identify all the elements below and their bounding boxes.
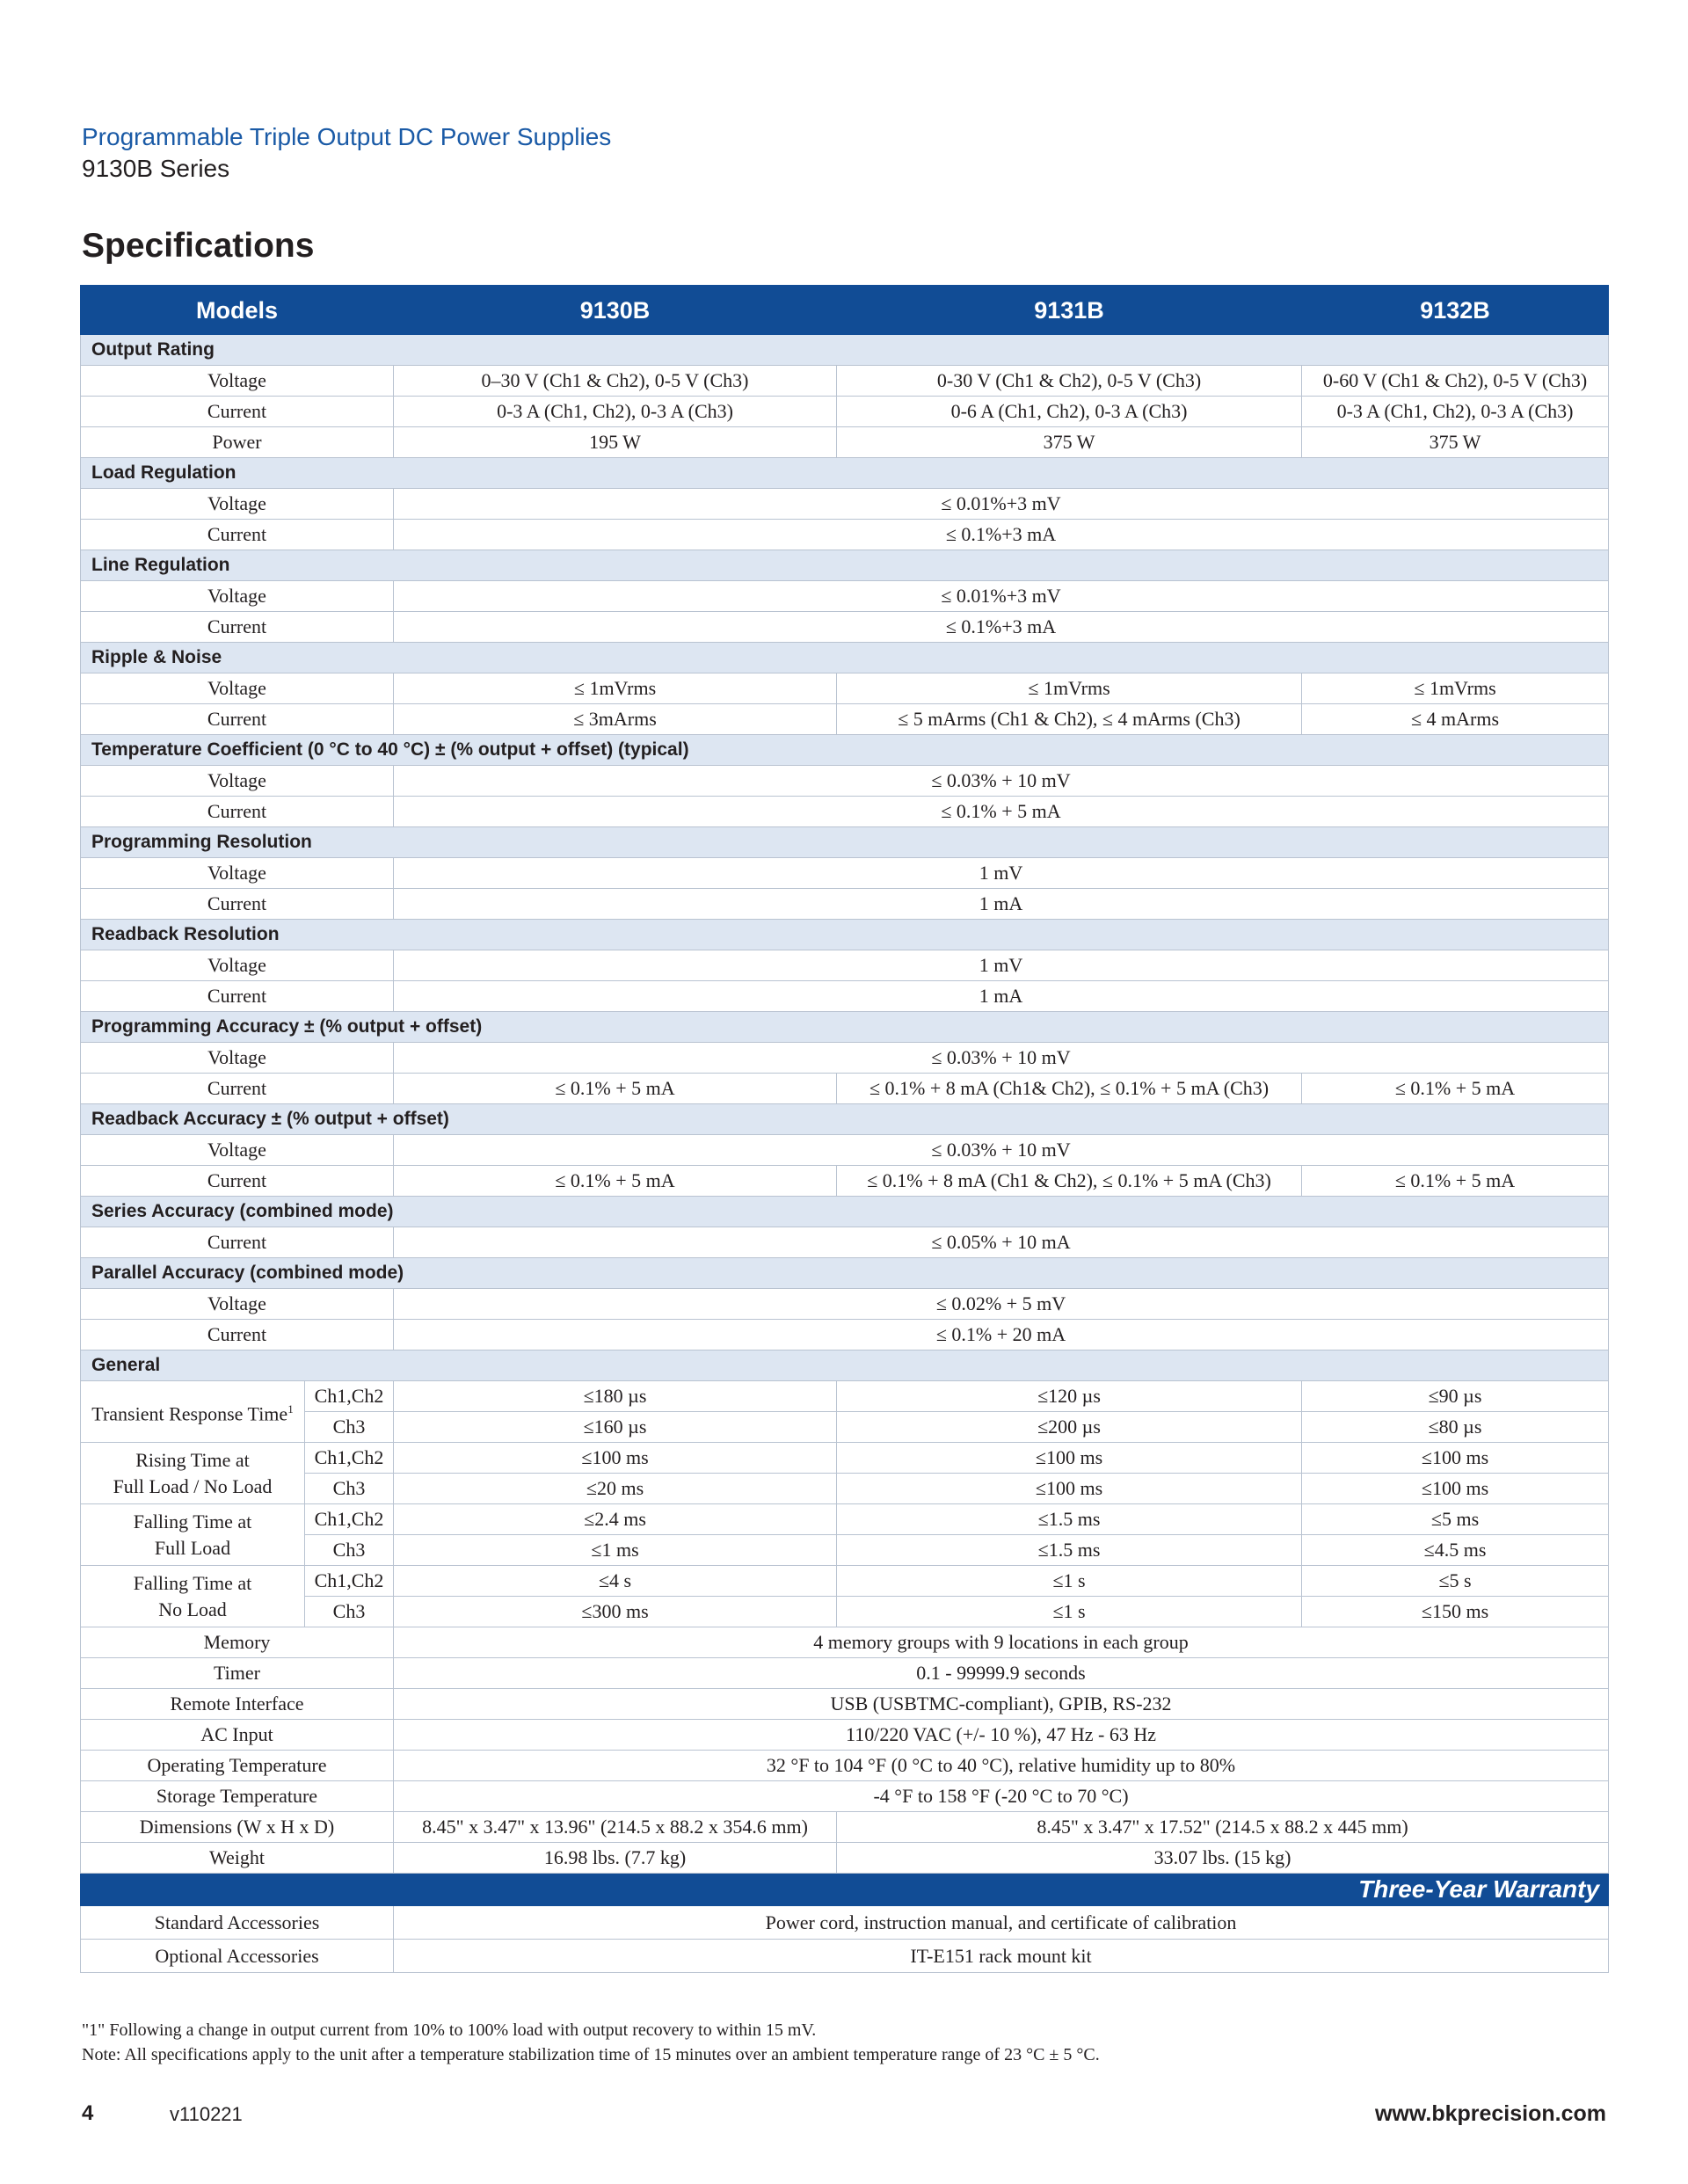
channel-label: Ch1,Ch2	[305, 1381, 394, 1412]
table-row	[81, 489, 1609, 520]
table-row	[81, 673, 1609, 704]
cell: 32 °F to 104 °F (0 °C to 40 °C), relative humidity up to 80%	[394, 1751, 1609, 1781]
row-label: Weight	[81, 1843, 394, 1874]
row-label: Current	[81, 981, 394, 1012]
series-name: 9130B Series	[82, 155, 230, 182]
table-row	[81, 397, 1609, 427]
cell: 0-30 V (Ch1 & Ch2), 0-5 V (Ch3)	[837, 366, 1302, 397]
row-label: Voltage	[81, 950, 394, 981]
section-title-ripple-noise: Ripple & Noise	[81, 643, 1609, 673]
cell: ≤100 ms	[1302, 1443, 1609, 1474]
section-row	[81, 1197, 1609, 1227]
table-row	[81, 858, 1609, 889]
row-label-falling-full	[81, 1504, 305, 1566]
table-row	[81, 950, 1609, 981]
row-label-falling-no-load	[81, 1566, 305, 1627]
table-row	[81, 981, 1609, 1012]
cell: ≤ 1mVrms	[837, 673, 1302, 704]
section-title-programming-accuracy: Programming Accuracy ± (% output + offset)	[81, 1012, 1609, 1043]
cell: ≤20 ms	[394, 1474, 837, 1504]
section-row	[81, 1012, 1609, 1043]
table-row	[81, 1535, 1609, 1566]
section-title-output-rating: Output Rating	[81, 335, 1609, 366]
cell: 375 W	[1302, 427, 1609, 458]
cell: ≤1 ms	[394, 1535, 837, 1566]
row-label: Current	[81, 520, 394, 550]
footnote-ref: 1	[287, 1401, 294, 1416]
row-label: Voltage	[81, 766, 394, 797]
section-row	[81, 1350, 1609, 1381]
table-row	[81, 427, 1609, 458]
falling-no-label-line1: Falling Time at	[133, 1571, 252, 1594]
transient-label-text: Transient Response Time	[91, 1402, 288, 1425]
table-row	[81, 1906, 1609, 1940]
table-row	[81, 766, 1609, 797]
table-row	[81, 1074, 1609, 1104]
cell: ≤ 4 mArms	[1302, 704, 1609, 735]
cell: ≤100 ms	[837, 1474, 1302, 1504]
table-row	[81, 612, 1609, 643]
table-row	[81, 1412, 1609, 1443]
cell: ≤4 s	[394, 1566, 837, 1597]
cell: 33.07 lbs. (15 kg)	[837, 1843, 1609, 1874]
cell: ≤90 µs	[1302, 1381, 1609, 1412]
cell: ≤ 0.05% + 10 mA	[394, 1227, 1609, 1258]
table-row	[81, 1443, 1609, 1474]
cell: ≤300 ms	[394, 1597, 837, 1627]
channel-label: Ch1,Ch2	[305, 1443, 394, 1474]
row-label: Dimensions (W x H x D)	[81, 1812, 394, 1843]
section-title-readback-accuracy: Readback Accuracy ± (% output + offset)	[81, 1104, 1609, 1135]
falling-full-label-line1: Falling Time at	[133, 1510, 252, 1532]
table-row	[81, 1566, 1609, 1597]
table-row	[81, 366, 1609, 397]
row-label: Voltage	[81, 1043, 394, 1074]
cell: 195 W	[394, 427, 837, 458]
section-row	[81, 1258, 1609, 1289]
table-row	[81, 1597, 1609, 1627]
row-label: Voltage	[81, 1135, 394, 1166]
channel-label: Ch3	[305, 1597, 394, 1627]
section-row	[81, 920, 1609, 950]
section-title-parallel-accuracy: Parallel Accuracy (combined mode)	[81, 1258, 1609, 1289]
section-row	[81, 735, 1609, 766]
warranty-banner: Three-Year Warranty	[81, 1874, 1609, 1906]
section-title-readback-resolution: Readback Resolution	[81, 920, 1609, 950]
cell: ≤ 3mArms	[394, 704, 837, 735]
table-row	[81, 1689, 1609, 1720]
cell: ≤1.5 ms	[837, 1504, 1302, 1535]
cell: ≤ 0.01%+3 mV	[394, 581, 1609, 612]
table-row	[81, 1043, 1609, 1074]
row-label: Voltage	[81, 673, 394, 704]
cell: ≤200 µs	[837, 1412, 1302, 1443]
cell: ≤1 s	[837, 1566, 1302, 1597]
row-label: Current	[81, 1227, 394, 1258]
cell: ≤100 ms	[1302, 1474, 1609, 1504]
cell: ≤5 ms	[1302, 1504, 1609, 1535]
table-row	[81, 1940, 1609, 1973]
cell: ≤ 0.1% + 8 mA (Ch1& Ch2), ≤ 0.1% + 5 mA (Ch3)	[837, 1074, 1302, 1104]
row-label: Current	[81, 397, 394, 427]
row-label: Optional Accessories	[81, 1940, 394, 1973]
cell: ≤150 ms	[1302, 1597, 1609, 1627]
cell: ≤ 0.1% + 5 mA	[394, 1074, 837, 1104]
header-9130b: 9130B	[394, 286, 837, 335]
table-header-row	[81, 286, 1609, 335]
row-label: Current	[81, 1166, 394, 1197]
section-row	[81, 1104, 1609, 1135]
section-title-general: General	[81, 1350, 1609, 1381]
row-label: Remote Interface	[81, 1689, 394, 1720]
cell: ≤ 1mVrms	[394, 673, 837, 704]
cell: ≤1 s	[837, 1597, 1302, 1627]
cell: 0.1 - 99999.9 seconds	[394, 1658, 1609, 1689]
cell: 110/220 VAC (+/- 10 %), 47 Hz - 63 Hz	[394, 1720, 1609, 1751]
table-row	[81, 581, 1609, 612]
cell: ≤ 0.1% + 20 mA	[394, 1320, 1609, 1350]
table-row	[81, 797, 1609, 827]
cell: Power cord, instruction manual, and certificate of calibration	[394, 1906, 1609, 1940]
cell: 16.98 lbs. (7.7 kg)	[394, 1843, 837, 1874]
table-row	[81, 1474, 1609, 1504]
section-row	[81, 550, 1609, 581]
cell: ≤ 0.1% + 5 mA	[1302, 1074, 1609, 1104]
cell: ≤ 0.1%+3 mA	[394, 520, 1609, 550]
channel-label: Ch3	[305, 1412, 394, 1443]
row-label: Current	[81, 612, 394, 643]
table-row	[81, 1720, 1609, 1751]
row-label: Current	[81, 889, 394, 920]
channel-label: Ch3	[305, 1474, 394, 1504]
table-row	[81, 1504, 1609, 1535]
section-title-load-regulation: Load Regulation	[81, 458, 1609, 489]
cell: 0–30 V (Ch1 & Ch2), 0-5 V (Ch3)	[394, 366, 837, 397]
cell: ≤100 ms	[837, 1443, 1302, 1474]
cell: 375 W	[837, 427, 1302, 458]
table-row	[81, 520, 1609, 550]
table-row	[81, 1289, 1609, 1320]
cell: ≤1.5 ms	[837, 1535, 1302, 1566]
section-row	[81, 643, 1609, 673]
row-label: Memory	[81, 1627, 394, 1658]
cell: 0-60 V (Ch1 & Ch2), 0-5 V (Ch3)	[1302, 366, 1609, 397]
cell: -4 °F to 158 °F (-20 °C to 70 °C)	[394, 1781, 1609, 1812]
cell: ≤ 0.1% + 8 mA (Ch1 & Ch2), ≤ 0.1% + 5 mA (Ch3)	[837, 1166, 1302, 1197]
website-url: www.bkprecision.com	[1374, 2101, 1606, 2126]
cell: 4 memory groups with 9 locations in each group	[394, 1627, 1609, 1658]
section-row	[81, 335, 1609, 366]
row-label-rising	[81, 1443, 305, 1504]
section-title-temp-coefficient: Temperature Coefficient (0 °C to 40 °C) ± (% output + offset) (typical)	[81, 735, 1609, 766]
cell: ≤180 µs	[394, 1381, 837, 1412]
cell: ≤ 0.1%+3 mA	[394, 612, 1609, 643]
section-row	[81, 827, 1609, 858]
cell: ≤ 0.03% + 10 mV	[394, 1043, 1609, 1074]
table-row	[81, 1781, 1609, 1812]
cell: 1 mV	[394, 950, 1609, 981]
section-title: Specifications	[82, 227, 315, 265]
falling-no-label-line2: No Load	[158, 1598, 227, 1620]
header-9132b: 9132B	[1302, 286, 1609, 335]
row-label: Standard Accessories	[81, 1906, 394, 1940]
section-title-series-accuracy: Series Accuracy (combined mode)	[81, 1197, 1609, 1227]
cell: ≤ 0.03% + 10 mV	[394, 1135, 1609, 1166]
cell: ≤ 1mVrms	[1302, 673, 1609, 704]
document-title: Programmable Triple Output DC Power Supplies	[82, 123, 612, 150]
footnote-note: Note: All specifications apply to the unit after a temperature stabilization time of 15 minutes over an ambient temperature range of 23 °C ± 5 °C.	[82, 2045, 1100, 2064]
row-label: Voltage	[81, 1289, 394, 1320]
header-models: Models	[81, 286, 394, 335]
cell: 1 mV	[394, 858, 1609, 889]
rising-label-line1: Rising Time at	[135, 1448, 250, 1471]
cell: ≤80 µs	[1302, 1412, 1609, 1443]
cell: 1 mA	[394, 889, 1609, 920]
cell: 8.45" x 3.47" x 17.52" (214.5 x 88.2 x 445 mm)	[837, 1812, 1609, 1843]
row-label-transient	[81, 1381, 305, 1443]
page-number: 4	[82, 2101, 94, 2125]
channel-label: Ch1,Ch2	[305, 1504, 394, 1535]
cell: ≤ 5 mArms (Ch1 & Ch2), ≤ 4 mArms (Ch3)	[837, 704, 1302, 735]
table-row	[81, 1166, 1609, 1197]
cell: ≤100 ms	[394, 1443, 837, 1474]
section-row	[81, 458, 1609, 489]
row-label: Timer	[81, 1658, 394, 1689]
cell: ≤160 µs	[394, 1412, 837, 1443]
cell: 0-3 A (Ch1, Ch2), 0-3 A (Ch3)	[1302, 397, 1609, 427]
table-row	[81, 1381, 1609, 1412]
row-label: Current	[81, 704, 394, 735]
cell: ≤ 0.1% + 5 mA	[394, 1166, 837, 1197]
specifications-table	[80, 285, 1609, 1973]
row-label: Current	[81, 1320, 394, 1350]
warranty-row	[81, 1874, 1609, 1906]
table-row	[81, 1843, 1609, 1874]
cell: ≤4.5 ms	[1302, 1535, 1609, 1566]
cell: 0-6 A (Ch1, Ch2), 0-3 A (Ch3)	[837, 397, 1302, 427]
row-label: Power	[81, 427, 394, 458]
row-label: AC Input	[81, 1720, 394, 1751]
table-row	[81, 1227, 1609, 1258]
table-row	[81, 1627, 1609, 1658]
cell: 1 mA	[394, 981, 1609, 1012]
cell: IT-E151 rack mount kit	[394, 1940, 1609, 1973]
cell: ≤5 s	[1302, 1566, 1609, 1597]
row-label: Voltage	[81, 581, 394, 612]
table-row	[81, 889, 1609, 920]
cell: ≤ 0.01%+3 mV	[394, 489, 1609, 520]
table-row	[81, 1658, 1609, 1689]
cell: ≤2.4 ms	[394, 1504, 837, 1535]
cell: ≤ 0.02% + 5 mV	[394, 1289, 1609, 1320]
section-title-line-regulation: Line Regulation	[81, 550, 1609, 581]
cell: ≤ 0.03% + 10 mV	[394, 766, 1609, 797]
row-label: Current	[81, 797, 394, 827]
document-version: v110221	[170, 2103, 243, 2125]
cell: ≤120 µs	[837, 1381, 1302, 1412]
row-label: Operating Temperature	[81, 1751, 394, 1781]
table-row	[81, 1751, 1609, 1781]
rising-label-line2: Full Load / No Load	[113, 1474, 273, 1497]
row-label: Voltage	[81, 489, 394, 520]
cell: 0-3 A (Ch1, Ch2), 0-3 A (Ch3)	[394, 397, 837, 427]
cell: USB (USBTMC-compliant), GPIB, RS-232	[394, 1689, 1609, 1720]
cell: 8.45" x 3.47" x 13.96" (214.5 x 88.2 x 354.6 mm)	[394, 1812, 837, 1843]
table-row	[81, 1812, 1609, 1843]
channel-label: Ch1,Ch2	[305, 1566, 394, 1597]
section-title-programming-resolution: Programming Resolution	[81, 827, 1609, 858]
row-label: Current	[81, 1074, 394, 1104]
table-row	[81, 1135, 1609, 1166]
table-row	[81, 1320, 1609, 1350]
header-9131b: 9131B	[837, 286, 1302, 335]
row-label: Voltage	[81, 366, 394, 397]
row-label: Storage Temperature	[81, 1781, 394, 1812]
footnote-1: "1" Following a change in output current from 10% to 100% load with output recovery to within 15 mV.	[82, 2020, 817, 2040]
falling-full-label-line2: Full Load	[154, 1536, 231, 1559]
cell: ≤ 0.1% + 5 mA	[1302, 1166, 1609, 1197]
channel-label: Ch3	[305, 1535, 394, 1566]
table-row	[81, 704, 1609, 735]
row-label: Voltage	[81, 858, 394, 889]
cell: ≤ 0.1% + 5 mA	[394, 797, 1609, 827]
